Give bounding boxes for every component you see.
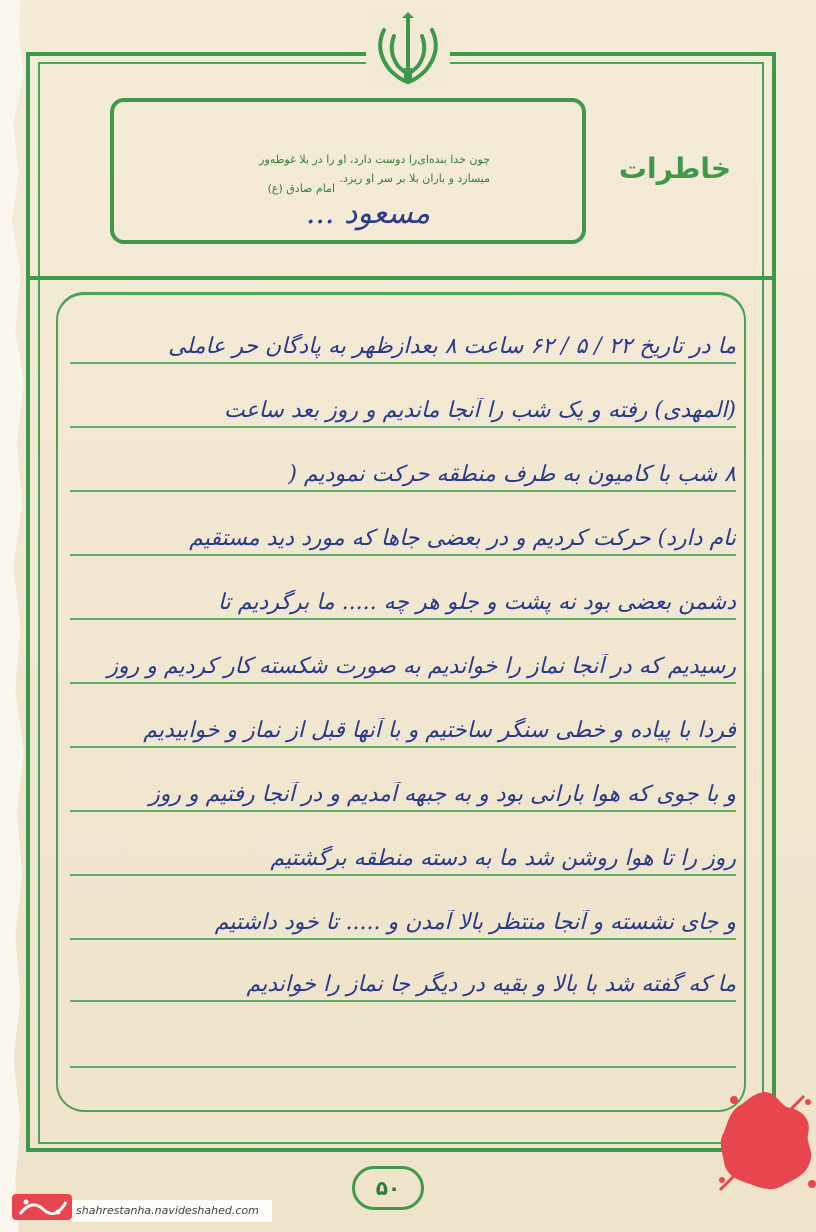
ruled-line bbox=[70, 554, 736, 556]
handwritten-line: و جای نشسته و آنجا منتظر بالا آمدن و ..... تا خود داشتیم bbox=[214, 910, 736, 935]
section-title: خاطرات bbox=[618, 152, 732, 185]
handwritten-line: ما که گفته شد با بالا و بقیه در دیگر جا نماز را خواندیم bbox=[246, 972, 736, 997]
handwritten-line: نام‌ دارد) حرکت کردیم و در بعضی جاها که مورد دید مستقیم bbox=[189, 526, 736, 551]
ruled-line bbox=[70, 618, 736, 620]
ink-blot-icon bbox=[716, 1084, 816, 1194]
ruled-line bbox=[70, 490, 736, 492]
ruled-line bbox=[70, 426, 736, 428]
signature: مسعود ... bbox=[305, 196, 431, 231]
quote-source: امام صادق (ع) bbox=[267, 182, 335, 195]
ruled-line bbox=[70, 938, 736, 940]
ruled-line bbox=[70, 682, 736, 684]
handwritten-line: (المهدی) رفته و یک شب را آنجا ماندیم و روز بعد ساعت bbox=[223, 398, 736, 423]
quote-line-1: چون خدا بنده‌ای‌را دوست دارد، او را در بلا غوطه‌ور bbox=[259, 153, 490, 166]
handwritten-line: فردا با پیاده و خطی سنگر ساختیم و با آنها قبل از نماز و خوابیدیم bbox=[143, 718, 736, 743]
site-logo-icon bbox=[12, 1184, 72, 1226]
iran-emblem-icon bbox=[366, 8, 450, 88]
handwritten-line: دشمن بعضی بود نه پشت و جلو هر چه ..... ما برگردیم تا bbox=[217, 590, 736, 615]
ruled-line bbox=[70, 1000, 736, 1002]
ruled-line bbox=[70, 746, 736, 748]
handwritten-line: و با جوی که هوا بارانی بود و به جبهه آمدیم و در آنجا رفتیم و روز bbox=[149, 782, 736, 807]
watermark-url: shahrestanha.navideshahed.com bbox=[72, 1200, 272, 1222]
handwritten-line: ۸ شب با کامیون به طرف منطقه حرکت نمودیم ( bbox=[288, 462, 736, 487]
ruled-line bbox=[70, 362, 736, 364]
ruled-line bbox=[70, 1066, 736, 1068]
page-number: ۵۰ bbox=[352, 1166, 424, 1210]
ruled-line bbox=[70, 874, 736, 876]
ruled-line bbox=[70, 810, 736, 812]
handwritten-line: روز را تا هوا روشن شد ما به دسته منطقه برگشتیم bbox=[270, 846, 736, 871]
handwritten-line: ما در تاریخ ۲۲ / ۵ / ۶۲ ساعت ۸ بعدازظهر به پادگان حر عاملی bbox=[168, 334, 736, 359]
handwritten-line: رسیدیم که در آنجا نماز را خواندیم به صورت شکسته کار کردیم و روز bbox=[107, 654, 736, 679]
header-divider bbox=[26, 276, 776, 280]
quote-line-2: میسازد و باران بلا بر سر او ریزد. bbox=[339, 172, 490, 185]
